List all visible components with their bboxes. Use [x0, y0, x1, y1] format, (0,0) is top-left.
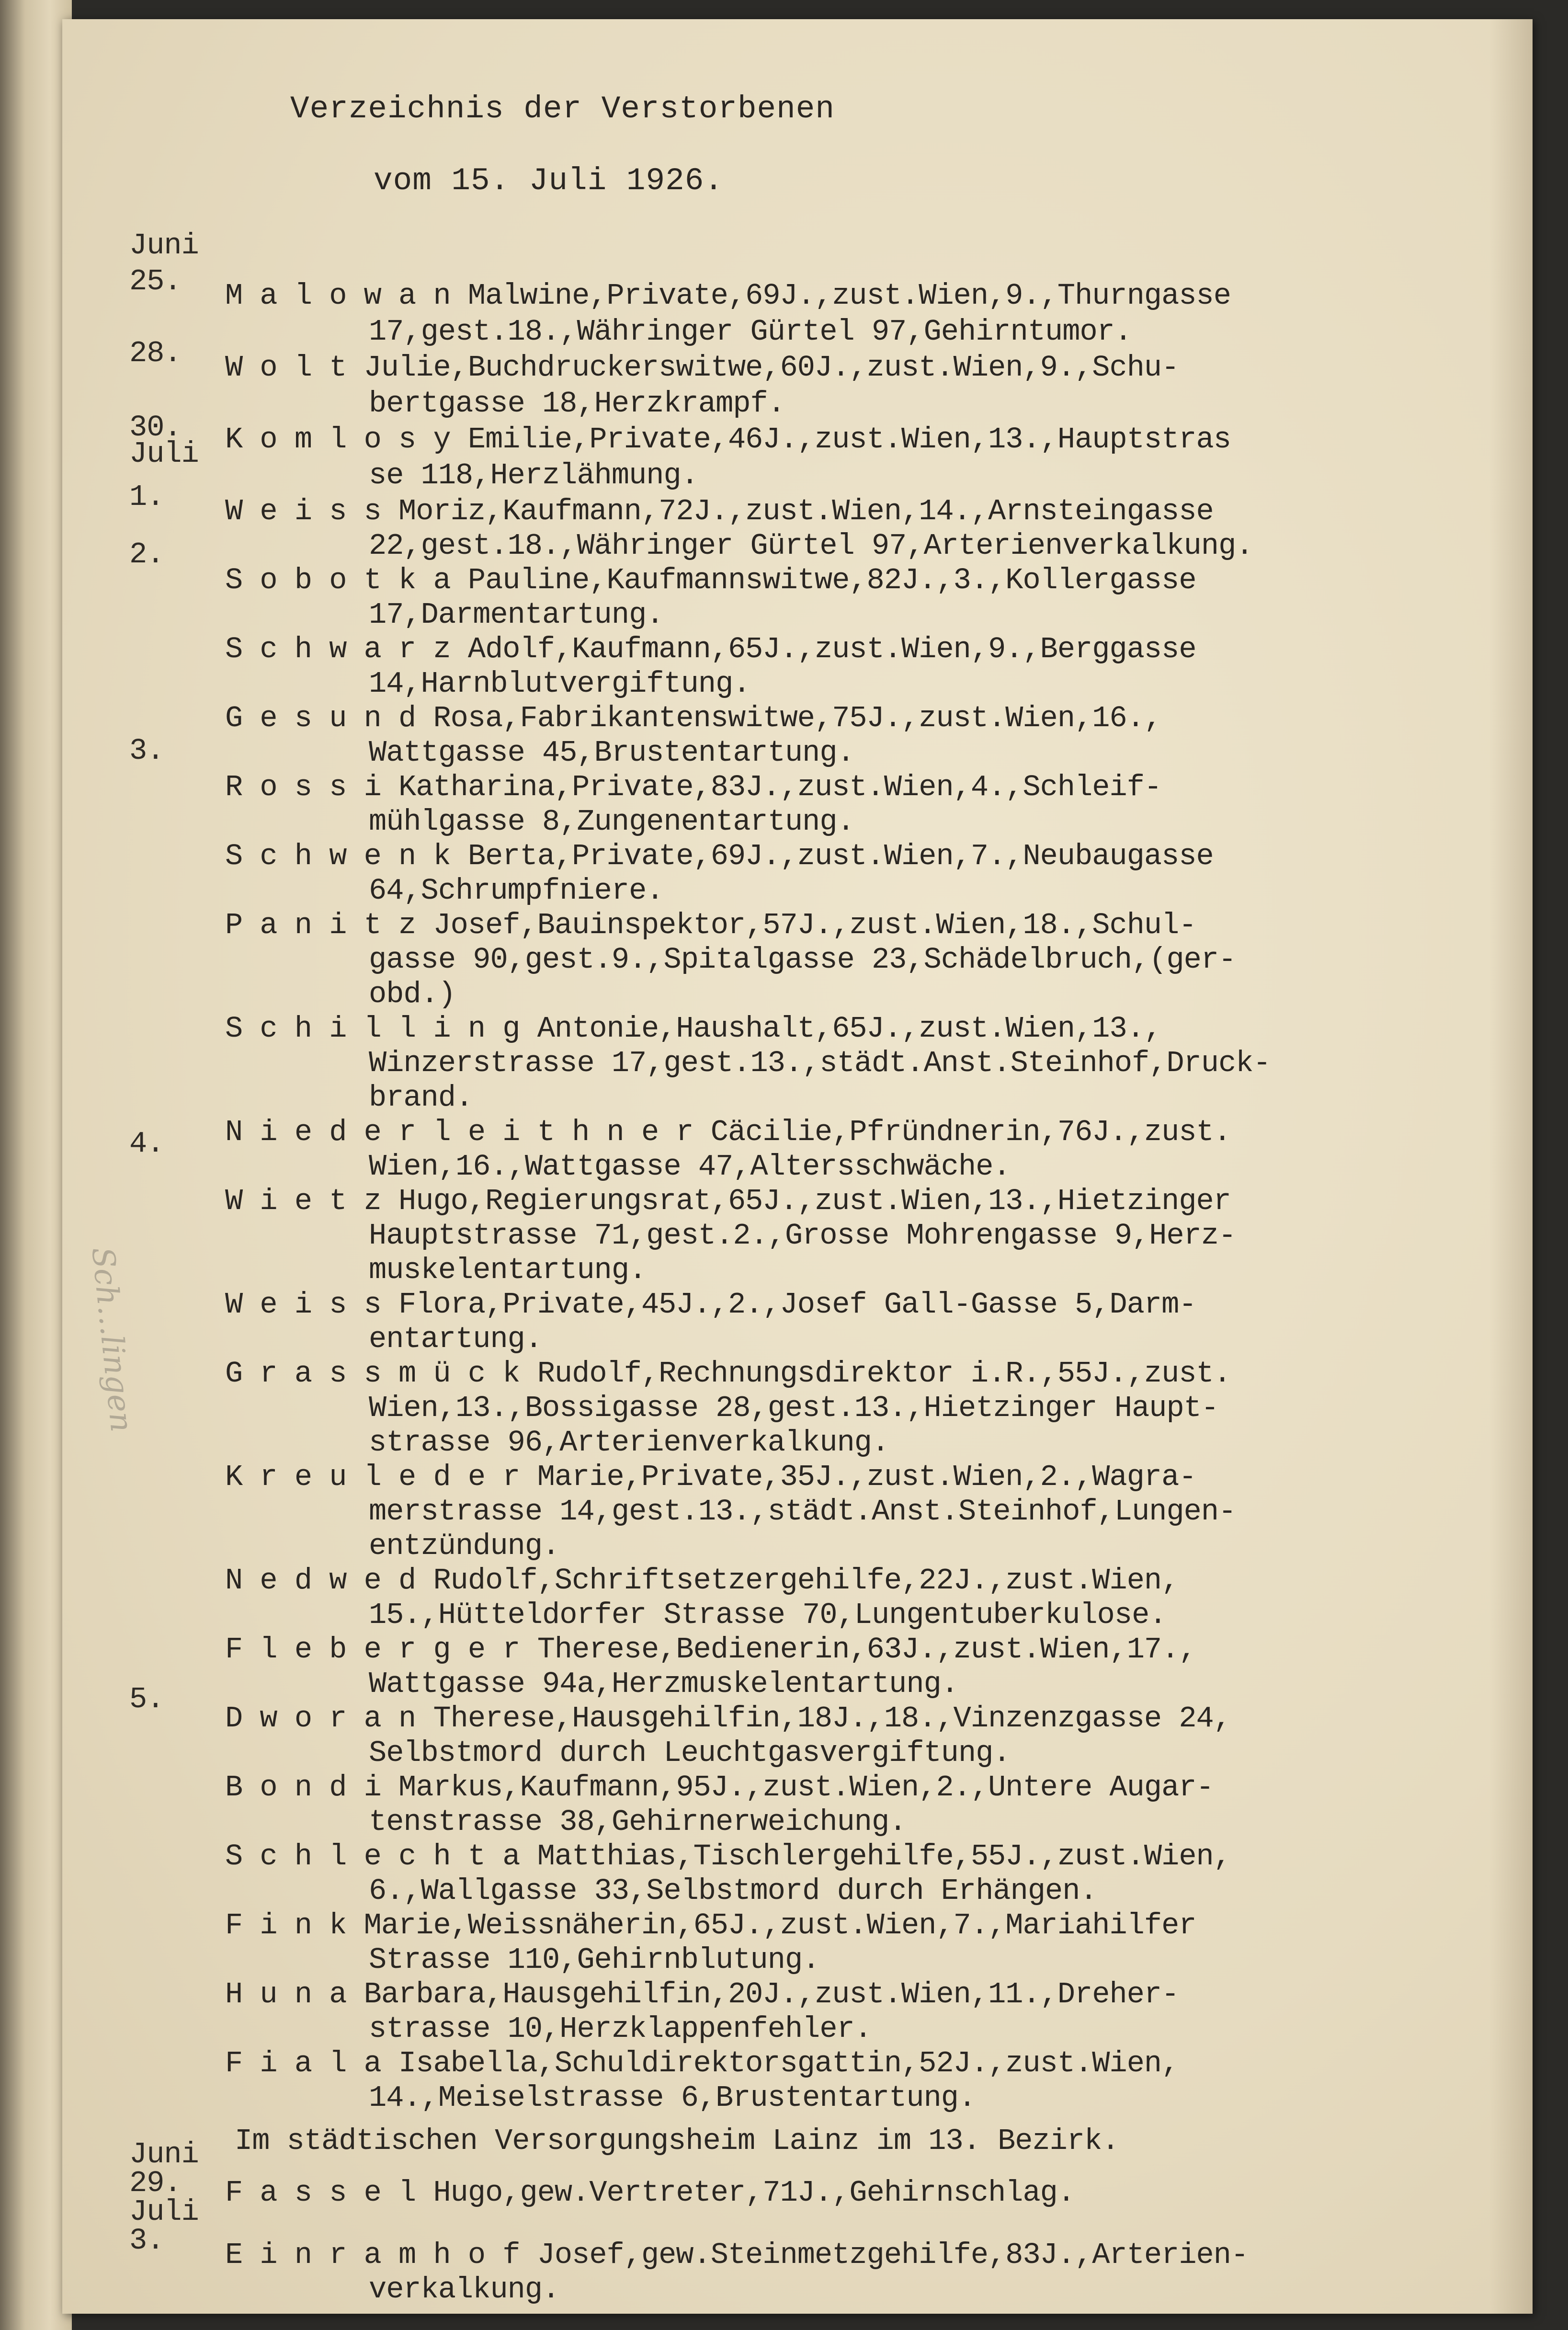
entry-line: strasse 96,Arterienverkalkung. — [369, 1426, 889, 1460]
entry-line: 17,gest.18.,Währinger Gürtel 97,Gehirntumor. — [369, 315, 1132, 349]
entry-line: M a l o w a n Malwine,Private,69J.,zust.Wien,9.,Thurngasse — [225, 279, 1231, 313]
entry-line: Winzerstrasse 17,gest.13.,städt.Anst.Steinhof,Druck- — [369, 1046, 1271, 1080]
entry-line: W i e t z Hugo,Regierungsrat,65J.,zust.Wien,13.,Hietzinger — [225, 1184, 1231, 1218]
entry-line: S c h w e n k Berta,Private,69J.,zust.Wien,7.,Neubaugasse — [225, 839, 1214, 873]
document-title: Verzeichnis der Verstorbenen — [290, 91, 835, 127]
entry-line: S o b o t k a Pauline,Kaufmannswitwe,82J.,3.,Kollergasse — [225, 563, 1196, 597]
entry-line: mühlgasse 8,Zungenentartung. — [369, 805, 854, 839]
margin-day: 5. — [129, 1682, 164, 1716]
pencil-annotation: Sch…lingen — [84, 1245, 139, 1434]
margin-month: Juni — [129, 2137, 199, 2171]
entry-line: strasse 10,Herzklappenfehler. — [369, 2012, 872, 2046]
margin-day: 3. — [129, 734, 164, 768]
entry-line: F l e b e r g e r Therese,Bedienerin,63J.,zust.Wien,17., — [225, 1633, 1196, 1667]
entry-line: H u n a Barbara,Hausgehilfin,20J.,zust.Wien,11.,Dreher- — [225, 1977, 1179, 2011]
entry-line: 17,Darmentartung. — [369, 598, 664, 632]
margin-day: 28. — [129, 336, 182, 370]
entry-line: N i e d e r l e i t h n e r Cäcilie,Pfründnerin,76J.,zust. — [225, 1115, 1231, 1149]
margin-day: 1. — [129, 480, 164, 514]
entry-line: K o m l o s y Emilie,Private,46J.,zust.Wien,13.,Hauptstras — [225, 423, 1231, 457]
margin-day: 29. — [129, 2166, 182, 2200]
entry-line: brand. — [369, 1081, 473, 1115]
document-page — [62, 19, 1533, 2314]
entry-line: se 118,Herzlähmung. — [369, 458, 698, 492]
entry-line: N e d w e d Rudolf,Schriftsetzergehilfe,22J.,zust.Wien, — [225, 1564, 1179, 1598]
entry-line: W o l t Julie,Buchdruckerswitwe,60J.,zust.Wien,9.,Schu- — [225, 351, 1179, 385]
entry-line: 15.,Hütteldorfer Strasse 70,Lungentuberkulose. — [369, 1598, 1167, 1632]
entry-line: S c h w a r z Adolf,Kaufmann,65J.,zust.Wien,9.,Berggasse — [225, 632, 1196, 666]
margin-day: 25. — [129, 264, 182, 298]
entry-line: F a s s e l Hugo,gew.Vertreter,71J.,Gehirnschlag. — [225, 2176, 1075, 2210]
entry-line: P a n i t z Josef,Bauinspektor,57J.,zust.Wien,18.,Schul- — [225, 908, 1196, 942]
entry-line: 6.,Wallgasse 33,Selbstmord durch Erhängen. — [369, 1874, 1097, 1908]
margin-month: Juli — [129, 437, 199, 471]
entry-line: Wattgasse 94a,Herzmuskelentartung. — [369, 1667, 959, 1701]
entry-line: K r e u l e d e r Marie,Private,35J.,zust.Wien,2.,Wagra- — [225, 1460, 1196, 1494]
entry-line: entartung. — [369, 1322, 543, 1356]
entry-line: G e s u n d Rosa,Fabrikantenswitwe,75J.,zust.Wien,16., — [225, 701, 1162, 735]
entry-line: verkalkung. — [369, 2273, 560, 2307]
entry-line: Strasse 110,Gehirnblutung. — [369, 1943, 820, 1977]
entry-line: D w o r a n Therese,Hausgehilfin,18J.,18.,Vinzenzgasse 24, — [225, 1702, 1231, 1736]
entry-line: 64,Schrumpfniere. — [369, 874, 664, 908]
page-edge-shadow — [1489, 19, 1533, 2314]
entry-line: tenstrasse 38,Gehirnerweichung. — [369, 1805, 907, 1839]
entry-line: G r a s s m ü c k Rudolf,Rechnungsdirektor i.R.,55J.,zust. — [225, 1357, 1231, 1391]
entry-line: muskelentartung. — [369, 1253, 647, 1287]
entry-line: entzündung. — [369, 1529, 560, 1563]
entry-line: Wien,13.,Bossigasse 28,gest.13.,Hietzinger Haupt- — [369, 1391, 1219, 1425]
entry-line: R o s s i Katharina,Private,83J.,zust.Wien,4.,Schleif- — [225, 770, 1162, 804]
entry-line: 14.,Meiselstrasse 6,Brustentartung. — [369, 2081, 976, 2115]
margin-day: 30. — [129, 411, 182, 445]
entry-line: F i n k Marie,Weissnäherin,65J.,zust.Wien,7.,Mariahilfer — [225, 1908, 1196, 1942]
entry-line: 14,Harnblutvergiftung. — [369, 667, 750, 701]
entry-line: gasse 90,gest.9.,Spitalgasse 23,Schädelbruch,(ger- — [369, 943, 1236, 977]
entry-line: S c h l e c h t a Matthias,Tischlergehilfe,55J.,zust.Wien, — [225, 1839, 1231, 1873]
margin-day: 2. — [129, 537, 164, 571]
section-heading: Im städtischen Versorgungsheim Lainz im 13. Bezirk. — [235, 2124, 1119, 2158]
margin-month: Juli — [129, 2195, 199, 2229]
margin-day: 4. — [129, 1127, 164, 1161]
entry-line: Hauptstrasse 71,gest.2.,Grosse Mohrengasse 9,Herz- — [369, 1219, 1236, 1253]
margin-month: Juni — [129, 228, 199, 263]
margin-day: 3. — [129, 2224, 164, 2258]
entry-line: obd.) — [369, 977, 456, 1011]
book-spine — [0, 0, 72, 2330]
entry-line: Wattgasse 45,Brustentartung. — [369, 736, 854, 770]
entry-line: 22,gest.18.,Währinger Gürtel 97,Arterienverkalkung. — [369, 529, 1253, 563]
entry-line: merstrasse 14,gest.13.,städt.Anst.Steinhof,Lungen- — [369, 1495, 1236, 1529]
document-subtitle: vom 15. Juli 1926. — [374, 163, 724, 199]
entry-line: B o n d i Markus,Kaufmann,95J.,zust.Wien,2.,Untere Augar- — [225, 1770, 1214, 1805]
entry-line: Wien,16.,Wattgasse 47,Altersschwäche. — [369, 1150, 1011, 1184]
entry-line: F i a l a Isabella,Schuldirektorsgattin,52J.,zust.Wien, — [225, 2046, 1179, 2080]
entry-line: Selbstmord durch Leuchtgasvergiftung. — [369, 1736, 1011, 1770]
entry-line: E i n r a m h o f Josef,gew.Steinmetzgehilfe,83J.,Arterien- — [225, 2238, 1249, 2272]
entry-line: W e i s s Flora,Private,45J.,2.,Josef Gall-Gasse 5,Darm- — [225, 1288, 1196, 1322]
entry-line: bertgasse 18,Herzkrampf. — [369, 387, 785, 421]
entry-line: W e i s s Moriz,Kaufmann,72J.,zust.Wien,14.,Arnsteingasse — [225, 494, 1214, 528]
entry-line: S c h i l l i n g Antonie,Haushalt,65J.,zust.Wien,13., — [225, 1012, 1162, 1046]
